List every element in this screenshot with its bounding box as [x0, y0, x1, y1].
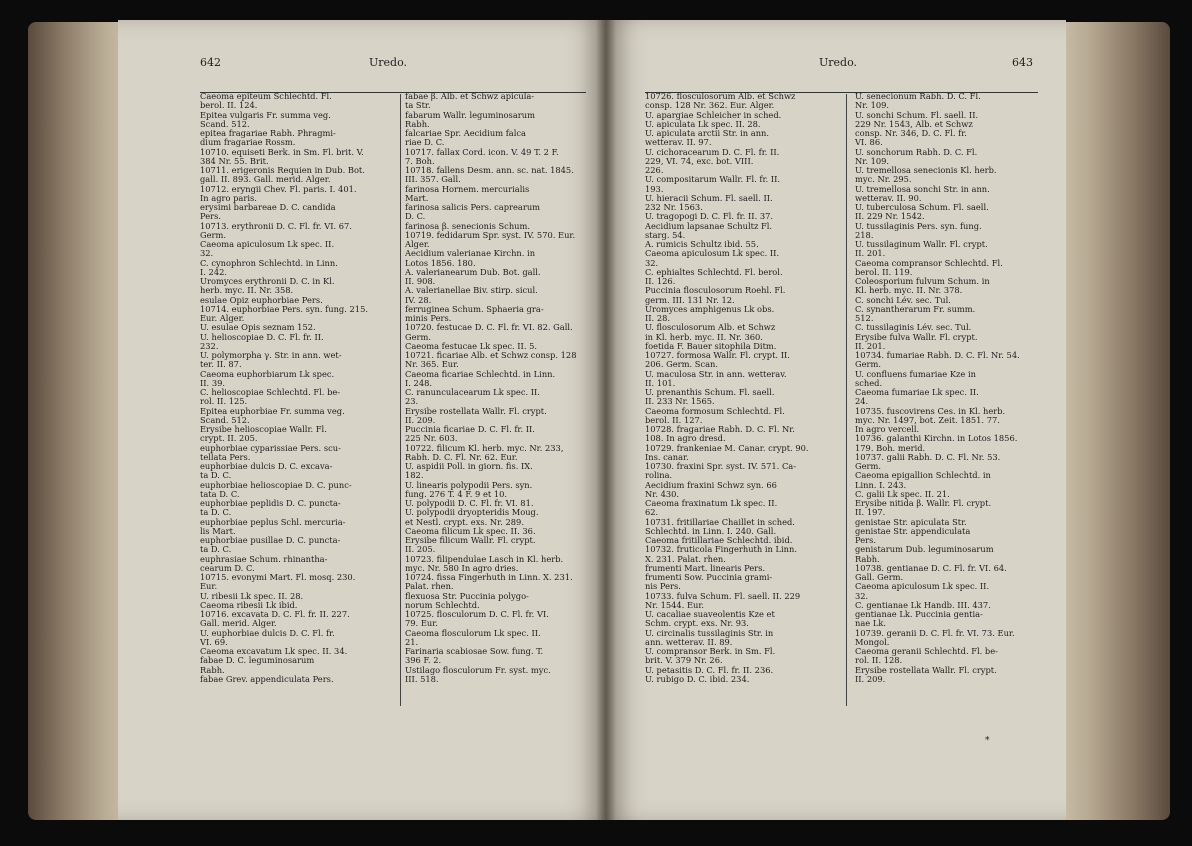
entry-line: 10715. evonymi Mart. Fl. mosq. 230.: [200, 573, 356, 582]
entry-line: U. euphorbiae dulcis D. C. Fl. fr.: [200, 628, 335, 638]
book-gutter: [596, 20, 616, 820]
entry-line: 10734. fumariae Rabh. D. C. Fl. Nr. 54.: [855, 351, 1020, 360]
entry-line: frumenti Mart. linearis Pers.: [645, 563, 766, 573]
entry-line: Coleosporium fulvum Schum. in: [855, 277, 990, 286]
entry-line: 10720. festucae D. C. Fl. fr. VI. 82. Gall.: [405, 323, 573, 333]
entry-line: Nr. 109.: [855, 156, 890, 166]
entry-line: 10739. geranii D. C. Fl. fr. VI. 73. Eur.: [855, 628, 1015, 638]
entry-line: U. polymorpha γ. Str. in ann. wet-: [200, 351, 342, 360]
entry-line: 226.: [645, 166, 664, 175]
entry-line: wetterav. II. 90.: [855, 193, 922, 203]
entry-line: Rabh.: [200, 665, 225, 675]
entry-line: 384 Nr. 55. Brit.: [200, 156, 269, 166]
entry-line: Schlechtd. in Linn. I. 240. Gall.: [645, 526, 777, 536]
right-page-column-1: [645, 92, 840, 684]
entry-line: wetterav. II. 97.: [645, 138, 712, 148]
entry-line: 23.: [405, 397, 419, 407]
entry-line: Kl. herb. myc. II. Nr. 378.: [855, 286, 963, 296]
entry-line: Caeoma fritillariae Schlechtd. ibid.: [645, 536, 793, 545]
entry-line: C. gentianae Lk Handb. III. 437.: [855, 600, 991, 610]
entry-line: 10728. fragariae Rabh. D. C. Fl. Nr.: [645, 425, 795, 434]
entry-line: epitea fragariae Rabh. Phragmi-: [200, 129, 336, 138]
entry-line: euphorbiae pusillae D. C. puncta-: [200, 536, 341, 545]
entry-line: consp. Nr. 346, D. C. Fl. fr.: [855, 129, 967, 138]
entry-line: myc. Nr. 580 In agro dries.: [405, 563, 519, 573]
entry-line: rolina.: [645, 471, 673, 481]
entry-line: 225 Nr. 603.: [405, 434, 458, 444]
entry-line: 232.: [200, 341, 219, 351]
entry-line: nis Pers.: [645, 582, 681, 592]
entry-line: Caeoma festucae Lk spec. II. 5.: [405, 341, 538, 351]
entry-line: II. 209.: [405, 415, 436, 425]
entry-line: 10737. galii Rabh. D. C. Fl. Nr. 53.: [855, 452, 1001, 462]
entry-line: herb. myc. II. Nr. 358.: [200, 286, 294, 296]
entry-line: A. valerianearum Dub. Bot. gall.: [405, 267, 541, 277]
entry-line: Erysibe rostellata Wallr. Fl. crypt.: [855, 665, 997, 675]
entry-line: Nr. 109.: [855, 101, 890, 111]
entry-line: I. 242.: [200, 267, 228, 277]
entry-line: 218.: [855, 230, 874, 240]
entry-line: genistarum Dub. leguminosarum: [855, 545, 994, 555]
entry-line: U. esulae Opis seznam 152.: [200, 323, 316, 333]
entry-line: U. tremellosa senecionis Kl. herb.: [855, 166, 997, 175]
entry-line: Scand. 512.: [200, 415, 250, 425]
entry-line: Farinaria scabiosae Sow. fung. T.: [405, 647, 544, 656]
entry-line: ta D. C.: [200, 471, 232, 481]
entry-line: 24.: [855, 397, 869, 407]
entry-line: III. 357. Gall.: [405, 175, 461, 185]
entry-line: esulae Opiz euphorbiae Pers.: [200, 295, 323, 305]
entry-line: 193.: [645, 184, 664, 194]
entry-line: foetida F. Bauer sitophila Ditm.: [645, 341, 777, 351]
entry-line: Aecidium valerianae Kirchn. in: [405, 249, 536, 259]
entry-line: U. ribesii Lk spec. II. 28.: [200, 591, 304, 601]
entry-line: 10723. filipendulae Lasch in Kl. herb.: [405, 554, 564, 564]
entry-line: Palat. rhen.: [405, 582, 454, 592]
entry-line: U. rubigo D. C. ibid. 234.: [645, 674, 750, 684]
entry-line: II. 101.: [645, 378, 676, 388]
entry-line: Pers.: [200, 212, 221, 222]
entry-line: tata D. C.: [200, 489, 240, 499]
entry-line: Puccinia flosculosorum Roehl. Fl.: [645, 286, 786, 296]
entry-line: fabae D. C. leguminosarum: [200, 656, 315, 666]
entry-line: C. tussilaginis Lév. sec. Tul.: [855, 323, 972, 333]
entry-line: nae Lk.: [855, 619, 887, 629]
entry-line: Caeoma ficariae Schlechtd. in Linn.: [405, 369, 556, 379]
entry-line: C. ranunculacearum Lk spec. II.: [405, 388, 540, 397]
entry-line: crypt. II. 205.: [200, 434, 258, 444]
entry-line: Germ.: [855, 462, 882, 471]
entry-line: Ins. canar.: [645, 452, 689, 462]
entry-line: Rabh. D. C. Fl. Nr. 62. Eur.: [405, 452, 518, 462]
entry-line: U. petasitis D. C. Fl. fr. II. 236.: [645, 665, 774, 675]
entry-line: 10731. fritillariae Chaillet in sched.: [645, 517, 795, 527]
entry-line: C. helioscopiae Schlechtd. Fl. be-: [200, 388, 341, 397]
right-column-divider: [846, 94, 847, 706]
entry-line: Pers.: [855, 536, 876, 545]
left-page-title: Uredo.: [369, 56, 408, 69]
entry-line: Nr. 365. Eur.: [405, 360, 459, 370]
entry-line: 62.: [645, 508, 659, 518]
entry-line: euphorbiae dulcis D. C. excava-: [200, 462, 333, 471]
entry-line: 182.: [405, 471, 424, 481]
entry-line: II. 201.: [855, 249, 886, 259]
right-page-column-2: [855, 92, 1043, 684]
entry-line: ann. wetterav. II. 89.: [645, 637, 733, 647]
entry-line: A. rumicis Schultz ibid. 55.: [645, 240, 759, 249]
entry-line: euphorbiae peplus Schl. mercuria-: [200, 517, 346, 527]
entry-line: II. 229 Nr. 1542.: [855, 212, 925, 222]
entry-line: ta D. C.: [200, 545, 232, 555]
entry-line: IV. 28.: [405, 295, 432, 305]
entry-line: 206. Germ. Scan.: [645, 360, 719, 370]
entry-line: rol. II. 128.: [855, 656, 903, 666]
entry-line: Eur. Alger.: [200, 314, 245, 323]
entry-line: Ustilago flosculorum Fr. syst. myc.: [405, 665, 551, 675]
entry-line: 232 Nr. 1563.: [645, 203, 703, 212]
entry-line: berol. II. 127.: [645, 415, 703, 425]
entry-line: 10713. erythronii D. C. Fl. fr. VI. 67.: [200, 221, 352, 231]
left-page-number: 642: [200, 56, 221, 69]
entry-line: falcariae Spr. Aecidium falca: [405, 129, 526, 138]
entry-line: Caeoma geranii Schlechtd. Fl. be-: [855, 647, 998, 656]
entry-line: frumenti Sow. Puccinia grami-: [645, 573, 773, 582]
entry-line: consp. 128 Nr. 362. Eur. Alger.: [645, 101, 775, 111]
entry-line: fabae β. Alb. et Schwz apicula-: [405, 92, 535, 101]
entry-line: C. sonchi Lév. sec. Tul.: [855, 295, 951, 305]
entry-line: 10722. filicum Kl. herb. myc. Nr. 233,: [405, 443, 564, 453]
right-page-number: 643: [1012, 56, 1033, 69]
entry-line: ferruginea Schum. Sphaeria gra-: [405, 304, 544, 314]
entry-line: VI. 69.: [200, 637, 228, 647]
entry-line: II. 201.: [855, 341, 886, 351]
entry-line: 10725. flosculorum D. C. Fl. fr. VI.: [405, 610, 549, 619]
entry-line: U. tremellosa sonchi Str. in ann.: [855, 184, 990, 194]
entry-line: germ. III. 131 Nr. 12.: [645, 295, 735, 305]
entry-line: Gall. Germ.: [855, 573, 904, 582]
left-column-divider: [400, 94, 401, 706]
entry-line: dium fragariae Rossm.: [200, 138, 296, 148]
entry-line: U. apiculata Lk spec. II. 28.: [645, 119, 761, 129]
entry-line: U. apargiae Schleicher in sched.: [645, 110, 782, 120]
entry-line: II. 209.: [855, 674, 886, 684]
entry-line: tellata Pers.: [200, 452, 251, 462]
entry-line: 10733. fulva Schum. Fl. saell. II. 229: [645, 591, 801, 601]
entry-line: C. ephialtes Schlechtd. Fl. berol.: [645, 267, 783, 277]
entry-line: U. polypodii D. C. Fl. fr. VI. 81.: [405, 499, 534, 508]
entry-line: U. polypodii dryopteridis Moug.: [405, 508, 539, 518]
entry-line: U. flosculosorum Alb. et Schwz: [645, 323, 776, 333]
right-page-title: Uredo.: [819, 56, 858, 69]
entry-line: ter. II. 87.: [200, 360, 242, 370]
entry-line: 10719. fedidarum Spr. syst. IV. 570. Eur.: [405, 230, 576, 240]
entry-line: flexuosa Str. Puccinia polygo-: [405, 591, 529, 601]
entry-line: 7. Boh.: [405, 156, 435, 166]
entry-line: Scand. 512.: [200, 119, 250, 129]
entry-line: U. cichoracearum D. C. Fl. fr. II.: [645, 147, 780, 157]
entry-line: 10724. fissa Fingerhuth in Linn. X. 231.: [405, 573, 573, 582]
entry-line: brit. V. 379 Nr. 26.: [645, 656, 723, 666]
entry-line: euphorbiae cyparissiae Pers. scu-: [200, 443, 341, 453]
entry-line: myc. Nr. 1497, bot. Zeit. 1851. 77.: [855, 415, 1000, 425]
entry-line: 10738. gentianae D. C. Fl. fr. VI. 64.: [855, 563, 1007, 573]
entry-line: U. tussilaginis Pers. syn. fung.: [855, 221, 982, 231]
entry-line: Aecidium lapsanae Schultz Fl.: [645, 221, 773, 231]
entry-line: gentianae Lk. Puccinia gentia-: [855, 610, 983, 619]
entry-line: Uromyces amphigenus Lk obs.: [645, 304, 775, 314]
entry-line: farinosa salicis Pers. caprearum: [405, 203, 541, 212]
entry-line: Mongol.: [855, 637, 890, 647]
entry-line: II. 908.: [405, 277, 436, 286]
left-page-column-1: [200, 92, 396, 684]
entry-line: genistae Str. apiculata Str.: [855, 517, 967, 527]
entry-line: myc. Nr. 295.: [855, 175, 912, 185]
entry-line: Caeoma compransor Schlechtd. Fl.: [855, 258, 1003, 268]
entry-line: U. prenanthis Schum. Fl. saell.: [645, 388, 775, 397]
entry-line: Erysibe fulva Wallr. Fl. crypt.: [855, 332, 978, 342]
entry-line: U. linearis polypodii Pers. syn.: [405, 480, 533, 490]
entry-line: 10716. excavata D. C. Fl. fr. II. 227.: [200, 610, 350, 619]
entry-line: III. 518.: [405, 674, 439, 684]
entry-line: U. cacaliae suaveolentis Kze et: [645, 610, 775, 619]
entry-line: 32.: [200, 249, 214, 259]
entry-line: Caeoma apiculosum Lk spec. II.: [200, 240, 335, 249]
entry-line: 10730. fraxini Spr. syst. IV. 571. Ca-: [645, 462, 797, 471]
entry-line: Mart.: [405, 193, 429, 203]
entry-line: 396 F. 2.: [405, 656, 442, 666]
entry-line: U. compositarum Wallr. Fl. fr. II.: [645, 175, 780, 185]
entry-line: Caeoma epiteum Schlechtd. Fl.: [200, 92, 332, 101]
entry-line: Erysibe rostellata Wallr. Fl. crypt.: [405, 406, 547, 416]
entry-line: Erysibe helioscopiae Wallr. Fl.: [200, 425, 327, 434]
entry-line: euphrasiae Schum. rhinantha-: [200, 554, 328, 564]
entry-line: 10721. ficariae Alb. et Schwz consp. 128: [405, 351, 577, 360]
entry-line: II. 233 Nr. 1565.: [645, 397, 715, 407]
entry-line: II. 28.: [645, 314, 671, 323]
entry-line: II. 197.: [855, 508, 886, 518]
entry-line: erysimi barbareae D. C. candida: [200, 203, 336, 212]
entry-line: 10711. erigeronis Requien in Dub. Bot.: [200, 166, 365, 175]
entry-line: U. compransor Berk. in Sm. Fl.: [645, 647, 776, 656]
entry-line: Alger.: [405, 240, 430, 249]
entry-line: U. circinalis tussilaginis Str. in: [645, 628, 774, 638]
entry-line: C. galii Lk spec. II. 21.: [855, 489, 950, 499]
entry-line: 10712. eryngii Chev. Fl. paris. I. 401.: [200, 184, 357, 194]
entry-line: II. 205.: [405, 545, 436, 555]
entry-line: genistae Str. appendiculata: [855, 526, 971, 536]
book-edge-left: [28, 22, 128, 820]
entry-line: Rabh.: [405, 119, 430, 129]
entry-line: Epitea euphorbiae Fr. summa veg.: [200, 406, 345, 416]
entry-line: 10736. galanthi Kirchn. in Lotos 1856.: [855, 434, 1018, 444]
entry-line: Linn. I. 243.: [855, 480, 907, 490]
entry-line: In agro paris.: [200, 193, 257, 203]
entry-line: 10727. formosa Wallr. Fl. crypt. II.: [645, 351, 790, 360]
entry-line: sched.: [855, 378, 883, 388]
entry-line: Nr. 430.: [645, 489, 680, 499]
entry-line: euphorbiae peplidis D. C. puncta-: [200, 499, 341, 508]
entry-line: U. tussilaginum Wallr. Fl. crypt.: [855, 240, 988, 249]
entry-line: II. 39.: [200, 378, 226, 388]
entry-line: U. apiculata arctii Str. in ann.: [645, 129, 770, 138]
entry-line: Puccinia ficariae D. C. Fl. fr. II.: [405, 425, 535, 434]
entry-line: U. sonchorum Rabh. D. C. Fl.: [855, 147, 978, 157]
entry-line: U. helioscopiae D. C. Fl. fr. II.: [200, 332, 324, 342]
entry-line: farinosa β. senecionis Schum.: [405, 221, 531, 231]
entry-line: Rabh.: [855, 554, 880, 564]
entry-line: Nr. 1544. Eur.: [645, 600, 705, 610]
entry-line: fung. 276 T. 4 F. 9 et 10.: [405, 489, 508, 499]
entry-line: cearum D. C.: [200, 563, 255, 573]
entry-line: U. confluens fumariae Kze in: [855, 369, 976, 379]
entry-line: Germ.: [405, 332, 432, 342]
entry-line: 79. Eur.: [405, 619, 438, 629]
entry-line: C. cynophron Schlechtd. in Linn.: [200, 258, 338, 268]
entry-line: fabae Grev. appendiculata Pers.: [200, 674, 334, 684]
entry-line: U. senecionum Rabh. D. C. Fl.: [855, 92, 981, 101]
entry-line: Epitea vulgaris Fr. summa veg.: [200, 110, 331, 120]
entry-line: 10729. frankeniae M. Canar. crypt. 90.: [645, 443, 809, 453]
entry-line: et Nestl. crypt. exs. Nr. 289.: [405, 517, 524, 527]
entry-line: Uromyces erythronii D. C. in Kl.: [200, 277, 335, 286]
entry-line: Caeoma flosculorum Lk spec. II.: [405, 628, 541, 638]
entry-line: in Kl. herb. myc. II. Nr. 360.: [645, 332, 763, 342]
entry-line: Germ.: [200, 230, 227, 240]
entry-line: riae D. C.: [405, 138, 445, 148]
entry-line: 10710. equiseti Berk. in Sm. Fl. brit. V.: [200, 147, 364, 157]
entry-line: 512.: [855, 314, 874, 323]
entry-line: minis Pers.: [405, 314, 452, 323]
entry-line: Lotos 1856. 180.: [405, 258, 476, 268]
entry-line: U. tuberculosa Schum. Fl. saell.: [855, 203, 989, 212]
entry-line: 229, VI. 74, exc. bot. VIII.: [645, 156, 754, 166]
entry-line: 229 Nr. 1543, Alb. et Schwz: [855, 119, 973, 129]
entry-line: 10714. euphorbiae Pers. syn. fung. 215.: [200, 304, 368, 314]
entry-line: U. sonchi Schum. Fl. saell. II.: [855, 110, 979, 120]
entry-line: berol. II. 119.: [855, 267, 913, 277]
entry-line: gall. II. 893. Gall. merid. Alger.: [200, 175, 331, 185]
entry-line: Erysibe nitida β. Wallr. Fl. crypt.: [855, 499, 992, 508]
entry-line: Caeoma apiculosum Lk spec. II.: [645, 249, 780, 259]
entry-line: U. tragopogi D. C. Fl. fr. II. 37.: [645, 212, 774, 222]
entry-line: 32.: [645, 258, 659, 268]
book-edge-right: [1060, 22, 1170, 820]
entry-line: Caeoma ribesii Lk ibid.: [200, 600, 298, 610]
entry-line: VI. 86.: [855, 138, 883, 148]
entry-line: ta D. C.: [200, 508, 232, 518]
entry-line: Erysibe filicum Wallr. Fl. crypt.: [405, 536, 536, 545]
entry-line: Gall. merid. Alger.: [200, 619, 277, 629]
entry-line: U. hieracii Schum. Fl. saell. II.: [645, 193, 773, 203]
entry-line: euphorbiae helioscopiae D. C. punc-: [200, 480, 352, 490]
entry-line: U. maculosa Str. in ann. wetterav.: [645, 369, 787, 379]
entry-line: Eur.: [200, 582, 218, 592]
entry-line: Caeoma filicum Lk spec. II. 36.: [405, 526, 536, 536]
entry-line: Caeoma epigallion Schlechtd. in: [855, 471, 991, 481]
entry-line: ta Str.: [405, 101, 431, 111]
entry-line: 10718. fallens Desm. ann. sc. nat. 1845.: [405, 166, 574, 175]
entry-line: U. aspidii Poll. in giorn. fis. IX.: [405, 462, 533, 471]
left-page-column-2: [405, 92, 588, 684]
entry-line: rol. II. 125.: [200, 397, 248, 407]
entry-line: Aecidium fraxini Schwz syn. 66: [645, 480, 777, 490]
entry-line: Schm. crypt. exs. Nr. 93.: [645, 619, 749, 629]
entry-line: Caeoma formosum Schlechtd. Fl.: [645, 406, 785, 416]
entry-line: farinosa Hornem. mercurialis: [405, 184, 530, 194]
signature-mark: *: [985, 736, 990, 746]
entry-line: lis Mart.: [200, 526, 236, 536]
entry-line: II. 126.: [645, 277, 676, 286]
entry-line: Caeoma excavatum Lk spec. II. 34.: [200, 647, 348, 656]
entry-line: 179. Boh. merid.: [855, 443, 926, 453]
entry-line: Caeoma fraxinatum Lk spec. II.: [645, 499, 778, 508]
entry-line: Germ.: [855, 360, 882, 370]
entry-line: D. C.: [405, 212, 426, 222]
entry-line: Caeoma apiculosum Lk spec. II.: [855, 582, 990, 592]
entry-line: 108. In agro dresd.: [645, 434, 726, 444]
entry-line: 10735. fuscovirens Ces. in Kl. herb.: [855, 406, 1006, 416]
entry-line: Caeoma euphorbiarum Lk spec.: [200, 369, 335, 379]
entry-line: 10717. fallax Cord. icon. V. 49 T. 2 F.: [405, 147, 559, 157]
entry-line: Caeoma fumariae Lk spec. II.: [855, 388, 979, 397]
entry-line: 10732. fruticola Fingerhuth in Linn.: [645, 545, 797, 555]
entry-line: X. 231. Palat. rhen.: [645, 554, 726, 564]
entry-line: 10726. flosculosorum Alb. et Schwz: [645, 92, 796, 101]
entry-line: C. synantherarum Fr. summ.: [855, 304, 976, 314]
entry-line: fabarum Wallr. leguminosarum: [405, 110, 535, 120]
entry-line: starg. 54.: [645, 230, 686, 240]
entry-line: 32.: [855, 591, 869, 601]
entry-line: I. 248.: [405, 378, 433, 388]
entry-line: A. valerianellae Biv. stirp. sicul.: [405, 286, 538, 296]
entry-line: 21.: [405, 637, 419, 647]
entry-line: berol. II. 124.: [200, 101, 258, 111]
entry-line: norum Schlechtd.: [405, 600, 480, 610]
entry-line: In agro vercell.: [855, 425, 920, 434]
